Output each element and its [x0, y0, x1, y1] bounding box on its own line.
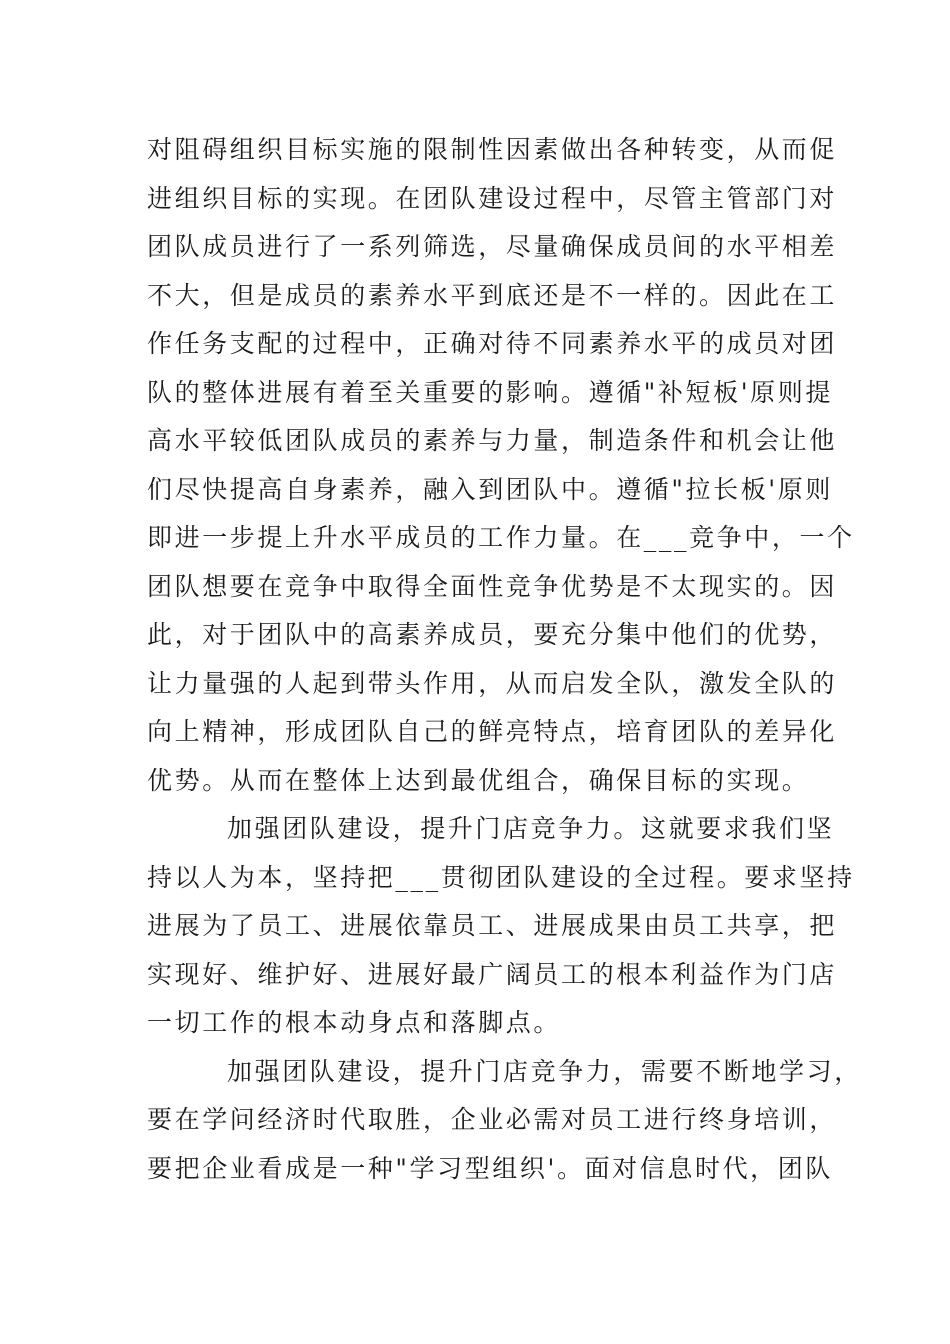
paragraph-line: 即进一步提上升水平成员的工作力量。在___竞争中，一个: [147, 523, 855, 552]
paragraph-line: 向上精神，形成团队自己的鲜亮特点，培育团队的差异化: [147, 717, 838, 746]
paragraph-line: 高水平较低团队成员的素养与力量，制造条件和机会让他: [147, 426, 838, 455]
paragraph-line: 们尽快提高自身素养，融入到团队中。遵循"拉长板'原则: [147, 474, 833, 504]
paragraph-line: 一切工作的根本动身点和落脚点。: [147, 1008, 562, 1037]
paragraph-line: 进组织目标的实现。在团队建设过程中，尽管主管部门对: [147, 183, 838, 213]
paragraph-line: 团队成员进行了一系列筛选，尽量确保成员间的水平相差: [147, 232, 838, 261]
paragraph-line: 优势。从而在整体上达到最优组合，确保目标的实现。: [147, 765, 810, 795]
paragraph-first-line: 加强团队建设，提升门店竞争力，需要不断地学习，: [227, 1056, 862, 1086]
document-body: [147, 126, 862, 1193]
paragraph-line: 让力量强的人起到带头作用，从而启发全队，激发全队的: [147, 668, 838, 698]
paragraph-line: 对阻碍组织目标实施的限制性因素做出各种转变，从而促: [147, 135, 838, 164]
paragraph-line: 不大，但是成员的素养水平到底还是不一样的。因此在工: [147, 280, 838, 310]
paragraph-line: 要在学问经济时代取胜，企业必需对员工进行终身培训，: [147, 1105, 838, 1134]
paragraph-line: 此，对于团队中的高素养成员，要充分集中他们的优势，: [147, 620, 838, 649]
paragraph-first-line: 加强团队建设，提升门店竞争力。这就要求我们坚: [227, 814, 835, 843]
paragraph-line: 持以人为本，坚持把___贯彻团队建设的全过程。要求坚持: [147, 862, 855, 892]
paragraph-line: 作任务支配的过程中，正确对待不同素养水平的成员对团: [147, 329, 838, 358]
paragraph-line: 团队想要在竞争中取得全面性竞争优势是不太现实的。因: [147, 571, 838, 601]
paragraph-line: 要把企业看成是一种"学习型组织'。面对信息时代，团队: [147, 1153, 833, 1183]
paragraph-line: 实现好、维护好、进展好最广阔员工的根本利益作为门店: [147, 959, 838, 989]
paragraph-line: 队的整体进展有着至关重要的影响。遵循"补短板'原则提: [147, 377, 833, 407]
paragraph-line: 进展为了员工、进展依靠员工、进展成果由员工共享，把: [147, 911, 838, 940]
